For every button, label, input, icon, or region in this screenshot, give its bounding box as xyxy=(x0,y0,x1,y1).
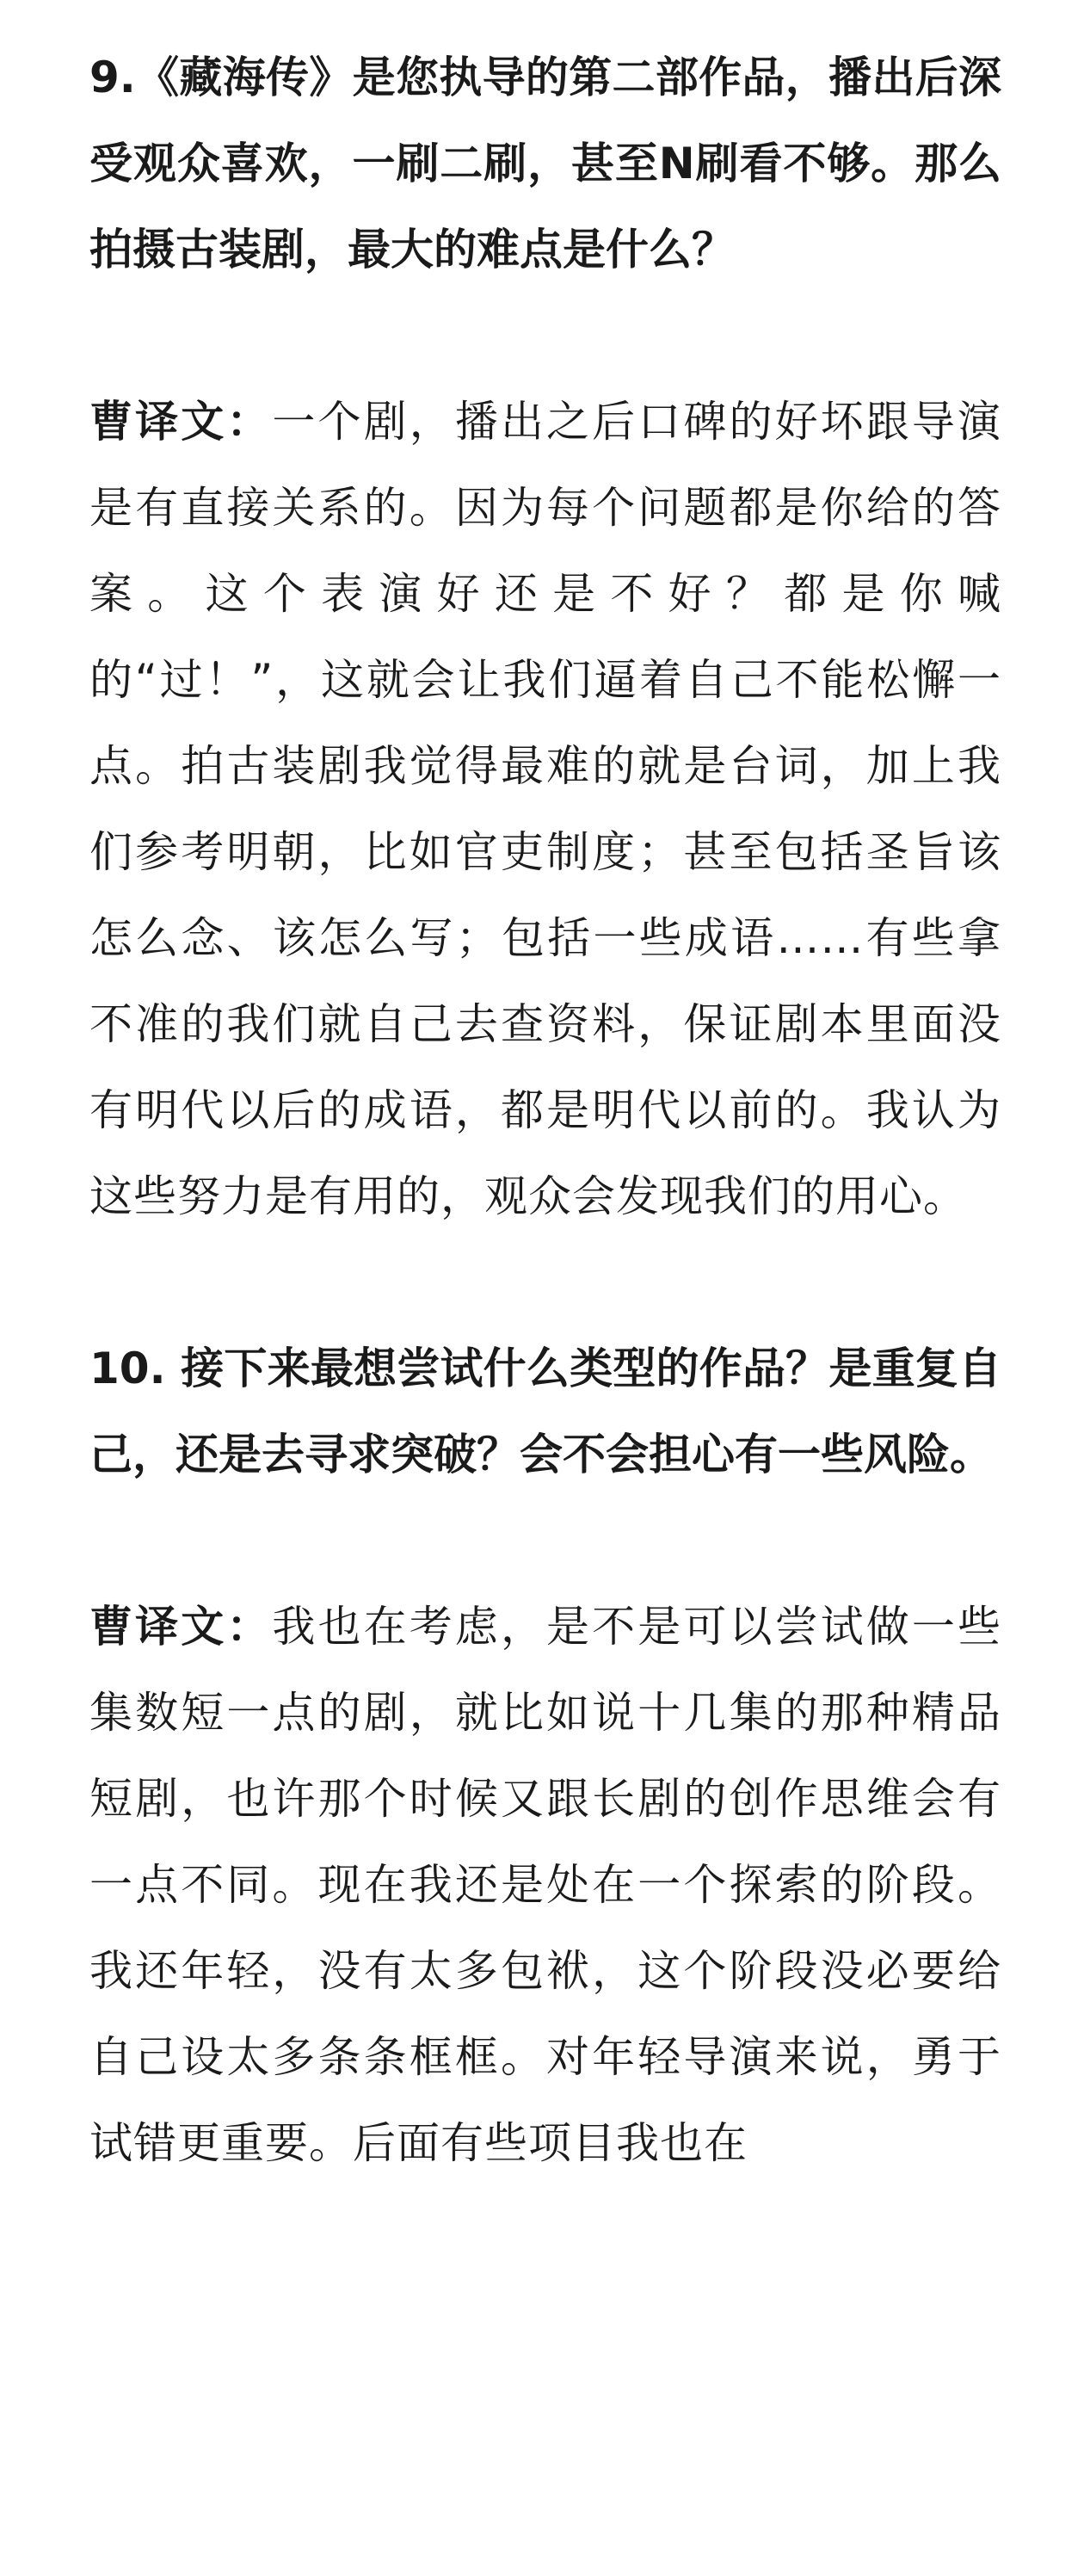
answer-9 xyxy=(89,379,1001,1239)
paragraph-gap xyxy=(89,1239,1001,1325)
speaker-label: 曹译文： xyxy=(89,1602,273,1652)
article-body xyxy=(89,0,1001,2576)
paragraph-gap xyxy=(89,1498,1001,1584)
paragraph-gap xyxy=(89,293,1001,379)
question-9: 9.《藏海传》是您执导的第二部作品，播出后深受观众喜欢，一刷二刷，甚至N刷看不够。那么拍摄古装剧，最大的难点是什么？ xyxy=(89,53,1001,275)
answer-text: 一个剧，播出之后口碑的好坏跟导演是有直接关系的。因为每个问题都是你给的答案。这个表演好还是不好？都是你喊的“过！”，这就会让我们逼着自己不能松懈一点。拍古装剧我觉得最难的就是台词，加上我们参考明朝，比如官吏制度；甚至包括圣旨该怎么念、该怎么写；包括一些成语……有些拿不准的我们就自己去查资料，保证剧本里面没有明代以后的成语，都是明代以前的。我认为这些努力是有用的，观众会发现我们的用心。 xyxy=(89,397,1001,1221)
answer-text: 我也在考虑，是不是可以尝试做一些集数短一点的剧，就比如说十几集的那种精品短剧，也许那个时候又跟长剧的创作思维会有一点不同。现在我还是处在一个探索的阶段。我还年轻，没有太多包袱，这个阶段没必要给自己设太多条条框框。对年轻导演来说，勇于试错更重要。后面有些项目我也在 xyxy=(89,1602,1001,2168)
question-10: 10. 接下来最想尝试什么类型的作品？是重复自己，还是去寻求突破？会不会担心有一些风险。 xyxy=(89,1344,1001,1480)
speaker-label: 曹译文： xyxy=(89,397,273,447)
answer-10 xyxy=(89,1584,1001,2186)
